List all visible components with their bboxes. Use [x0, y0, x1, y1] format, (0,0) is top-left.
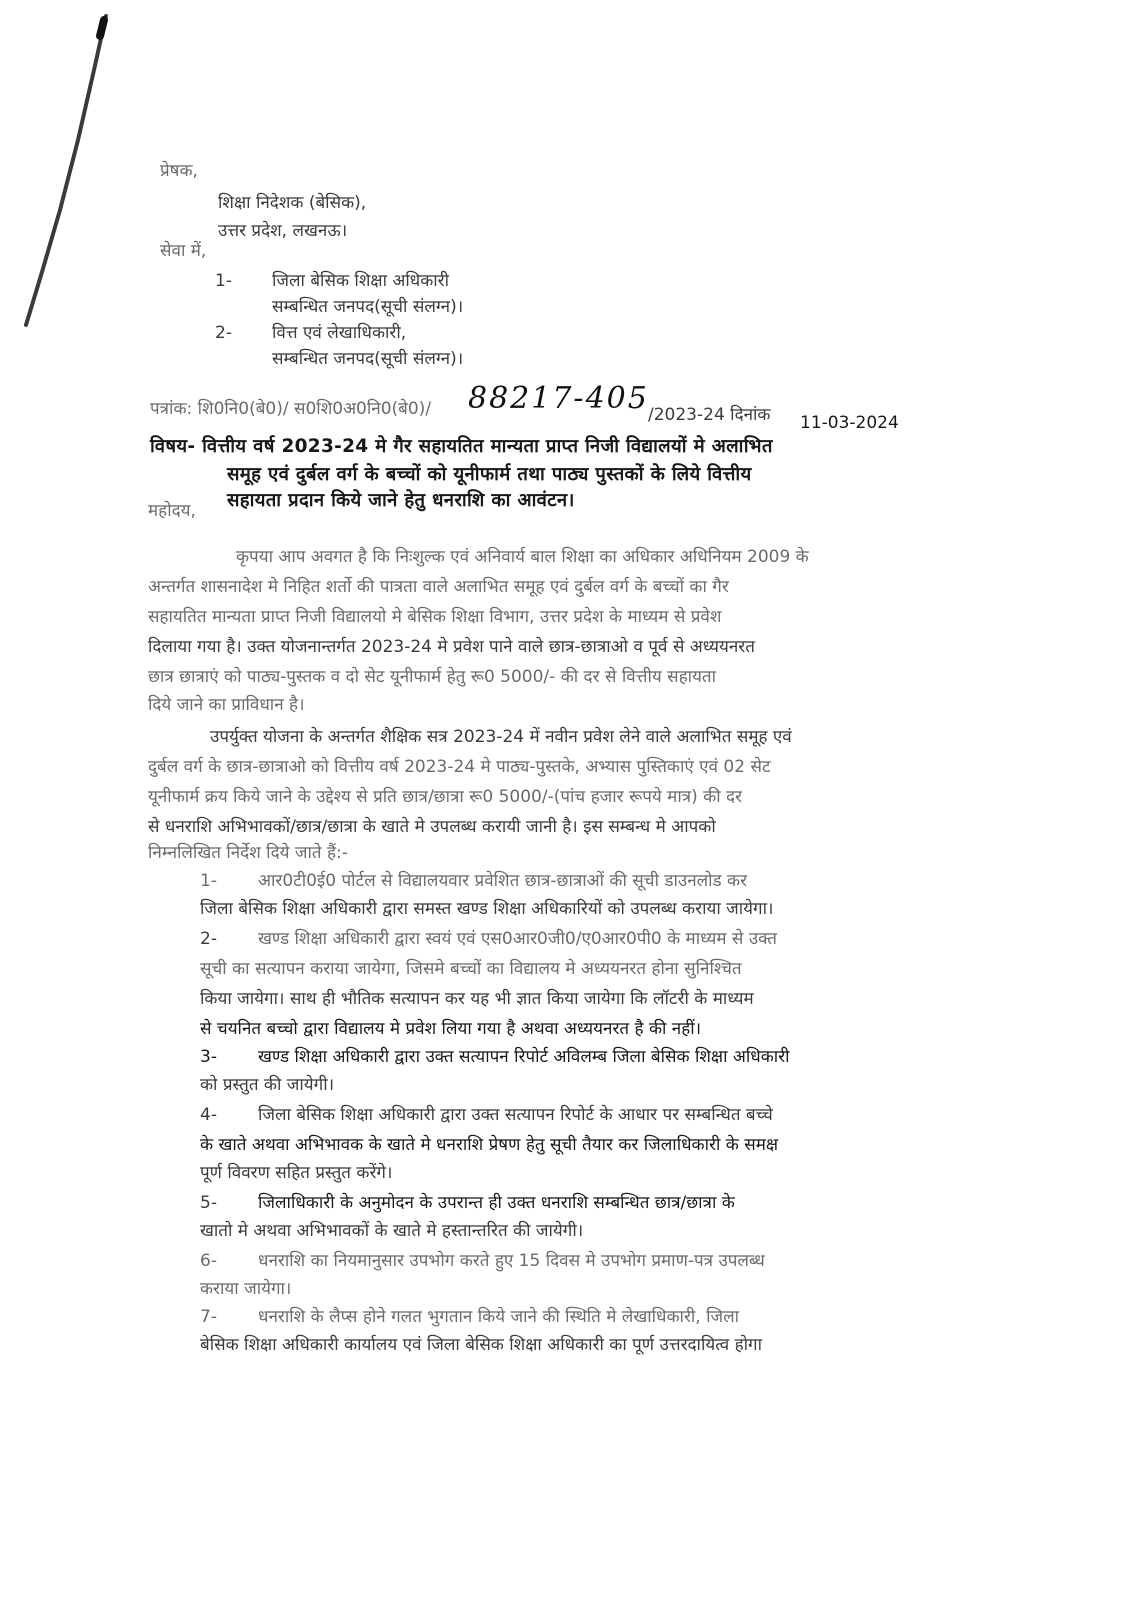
- para-2-line-1: उपर्युक्त योजना के अन्तर्गत शैक्षिक सत्र 2023-24 में नवीन प्रवेश लेने वाले अलाभित समूह एवं: [210, 727, 792, 747]
- from-name: शिक्षा निदेशक (बेसिक),: [218, 193, 367, 213]
- point-3-line-2: को प्रस्तुत की जायेगी।: [200, 1075, 335, 1095]
- para-2-line-3: यूनीफार्म क्रय किये जाने के उद्देश्य से प्रति छात्र/छात्रा रू0 5000/-(पांच हजार रूपये मात्र) की दर: [148, 787, 742, 807]
- recipient-2-number: 2-: [215, 323, 232, 343]
- recipient-1-number: 1-: [215, 271, 232, 291]
- from-label: प्रेषक,: [160, 161, 198, 181]
- point-4-line-3: पूर्ण विवरण सहित प्रस्तुत करेंगे।: [200, 1163, 393, 1183]
- point-5-line-1: जिलाधिकारी के अनुमोदन के उपरान्त ही उक्त धनराशि सम्बन्धित छात्र/छात्रा के: [258, 1193, 735, 1213]
- point-2-line-1: खण्ड शिक्षा अधिकारी द्वारा स्वयं एवं एस0आर0जी0/ए0आर0पी0 के माध्यम से उक्त: [258, 929, 777, 949]
- para-2-line-2: दुर्बल वर्ग के छात्र-छात्राओ को वित्तीय वर्ष 2023-24 मे पाठ्य-पुस्तके, अभ्यास पुस्तिकाएं एवं 02 सेट: [148, 757, 771, 777]
- recipient-1-title: जिला बेसिक शिक्षा अधिकारी: [272, 271, 450, 291]
- point-4-line-1: जिला बेसिक शिक्षा अधिकारी द्वारा उक्त सत्यापन रिपोर्ट के आधार पर सम्बन्धित बच्चे: [258, 1105, 773, 1125]
- recipient-2-title: वित्त एवं लेखाधिकारी,: [272, 323, 407, 343]
- para-1-line-1: कृपया आप अवगत है कि निःशुल्क एवं अनिवार्य बाल शिक्षा का अधिकार अधिनियम 2009 के: [236, 547, 809, 567]
- para-2-line-4: से धनराशि अभिभावकों/छात्र/छात्रा के खाते मे उपलब्ध करायी जानी है। इस सम्बन्ध मे आपको: [148, 817, 716, 837]
- point-2-line-2: सूची का सत्यापन कराया जायेगा, जिसमे बच्चों का विद्यालय मे अध्ययनरत होना सुनिश्चित: [200, 959, 742, 979]
- point-1-number: 1-: [200, 871, 217, 891]
- reference-handwritten-number: 88217-405: [468, 381, 649, 416]
- para-1-line-5: छात्र छात्राएं को पाठ्य-पुस्तक व दो सेट यूनीफार्म हेतु रू0 5000/- की दर से वित्तीय सहायता: [148, 667, 716, 687]
- point-5-line-2: खातो मे अथवा अभिभावकों के खाते मे हस्तान्तरित की जायेगी।: [200, 1221, 584, 1241]
- para-1-line-6: दिये जाने का प्राविधान है।: [148, 695, 305, 715]
- point-1-line-2: जिला बेसिक शिक्षा अधिकारी द्वारा समस्त खण्ड शिक्षा अधिकारियों को उपलब्ध कराया जायेगा।: [200, 899, 774, 919]
- reference-date: 11-03-2024: [800, 413, 899, 433]
- point-4-number: 4-: [200, 1105, 217, 1125]
- to-label: सेवा में,: [160, 241, 207, 261]
- point-6-line-2: कराया जायेगा।: [200, 1279, 292, 1299]
- salutation: महोदय,: [148, 501, 196, 521]
- reference-prefix: पत्रांक: शि0नि0(बे0)/ स0शि0अ0नि0(बे0)/: [150, 399, 432, 419]
- point-7-number: 7-: [200, 1307, 217, 1327]
- para-1-line-3: सहायतित मान्यता प्राप्त निजी विद्यालयो मे बेसिक शिक्षा विभाग, उत्तर प्रदेश के माध्यम से प्रवेश: [148, 607, 722, 627]
- point-6-line-1: धनराशि का नियमानुसार उपभोग करते हुए 15 दिवस मे उपभोग प्रमाण-पत्र उपलब्ध: [258, 1251, 765, 1271]
- point-2-line-3: किया जायेगा। साथ ही भौतिक सत्यापन कर यह भी ज्ञात किया जायेगा कि लॉटरी के माध्यम: [200, 989, 754, 1009]
- subject-line-3: सहायता प्रदान किये जाने हेतु धनराशि का आवंटन।: [227, 490, 575, 511]
- reference-suffix: /2023-24 दिनांक: [648, 405, 771, 425]
- scan-edge-mark: [8, 10, 118, 330]
- point-2-number: 2-: [200, 929, 217, 949]
- point-7-line-2: बेसिक शिक्षा अधिकारी कार्यालय एवं जिला बेसिक शिक्षा अधिकारी का पूर्ण उत्तरदायित्व होगा: [200, 1335, 762, 1355]
- point-2-line-4: से चयनित बच्चो द्वारा विद्यालय मे प्रवेश लिया गया है अथवा अध्ययनरत है की नहीं।: [200, 1019, 702, 1039]
- para-2-line-5: निम्नलिखित निर्देश दिये जाते हैं:-: [148, 843, 348, 863]
- from-place: उत्तर प्रदेश, लखनऊ।: [218, 221, 348, 241]
- point-3-number: 3-: [200, 1047, 217, 1067]
- point-6-number: 6-: [200, 1251, 217, 1271]
- point-1-line-1: आर0टी0ई0 पोर्टल से विद्यालयवार प्रवेशित छात्र-छात्राओं की सूची डाउनलोड कर: [258, 871, 748, 891]
- recipient-1-sub: सम्बन्धित जनपद(सूची संलग्न)।: [272, 297, 464, 317]
- para-1-line-4: दिलाया गया है। उक्त योजनान्तर्गत 2023-24 मे प्रवेश पाने वाले छात्र-छात्राओ व पूर्व से अध्ययनरत: [148, 637, 755, 657]
- point-5-number: 5-: [200, 1193, 217, 1213]
- point-7-line-1: धनराशि के लैप्स होने गलत भुगतान किये जाने की स्थिति मे लेखाधिकारी, जिला: [258, 1307, 740, 1327]
- para-1-line-2: अन्तर्गत शासनादेश मे निहित शर्तो की पात्रता वाले अलाभित समूह एवं दुर्बल वर्ग के बच्चों का गैर: [148, 577, 729, 597]
- subject-line-1: विषय- वित्तीय वर्ष 2023-24 मे गैर सहायतित मान्यता प्राप्त निजी विद्यालयों मे अलाभित: [150, 436, 773, 457]
- recipient-2-sub: सम्बन्धित जनपद(सूची संलग्न)।: [272, 349, 464, 369]
- subject-line-2: समूह एवं दुर्बल वर्ग के बच्चों को यूनीफार्म तथा पाठ्य पुस्तकों के लिये वित्तीय: [227, 464, 752, 485]
- point-4-line-2: के खाते अथवा अभिभावक के खाते मे धनराशि प्रेषण हेतु सूची तैयार कर जिलाधिकारी के समक्ष: [200, 1135, 779, 1155]
- point-3-line-1: खण्ड शिक्षा अधिकारी द्वारा उक्त सत्यापन रिपोर्ट अविलम्ब जिला बेसिक शिक्षा अधिकारी: [258, 1047, 790, 1067]
